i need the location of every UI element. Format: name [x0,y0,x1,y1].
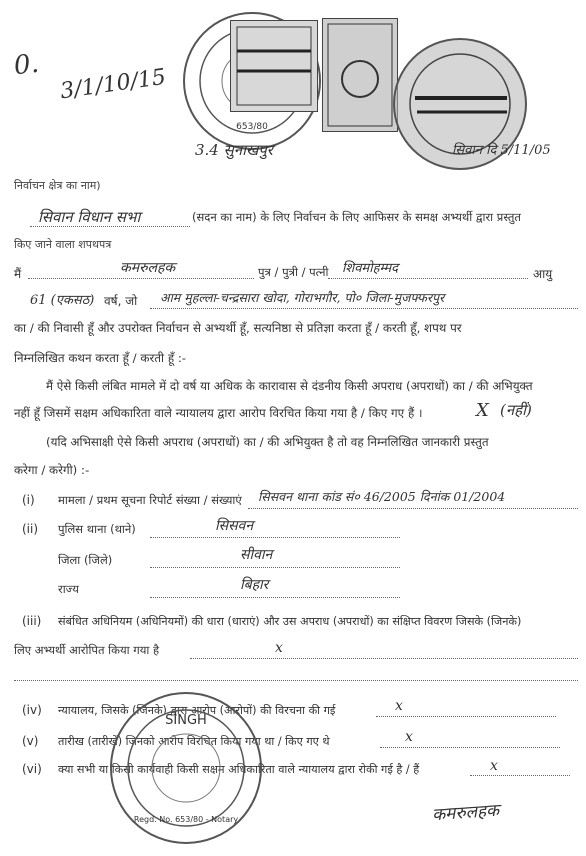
father-line [328,278,528,279]
item-v-line [380,747,560,748]
state-value: बिहार [240,577,269,593]
item-vi-label: क्या सभी या किसी कार्यवाही किसी सक्षम अधिकारिता वाले न्यायालय द्वारा रोकी गई है / हैं [58,763,420,776]
constituency-handwritten: सिवान विधान सभा [38,208,141,226]
stamp-pattern-icon [231,21,317,111]
constituency-line [30,226,190,227]
father-name: शिवमोहम्मद [342,261,399,276]
section-a-mark: X [476,400,489,421]
statement-line: निम्नलिखित कथन करता हूँ / करती हूँ :- [14,351,187,365]
serial-right-handwriting: सिवान दि 5/11/05 [452,143,551,158]
court-fee-stamp-1 [230,20,318,112]
district-label: जिला (जिले) [58,553,113,567]
years-label: वर्ष, जो [104,294,138,308]
affidavit-title: किए जाने वाला शपथपत्र [14,238,112,251]
stamp-pattern-icon [323,19,397,131]
notary-seal-reg: Regd. No. 653/80 - Notary [133,815,239,824]
court-fee-stamp-2 [322,18,398,132]
item-iii-number: (iii) [22,614,42,628]
district-line [150,567,400,568]
item-iv-value: x [395,698,403,714]
identity-prefix: मैं [14,267,22,281]
item-ii-label: पुलिस थाना (थाने) [58,522,136,536]
section-b-para1: (यदि अभिसाक्षी ऐसे किसी अपराध (अपराधों) का / की अभियुक्त है तो वह निम्नलिखित जानकारी प्रस्तुत [46,435,489,449]
item-iv-number: (iv) [22,703,42,717]
item-vi-value: x [490,758,498,774]
section-a-para1: मैं ऐसे किसी लंबित मामले में दो वर्ष या अधिक के कारावास से दंडनीय किसी अपराध (अपराधों) का / की अभियुक्त [46,379,533,393]
item-v-label: तारीख (तारीखें) जिनको आरोप विरचित किया गया था / किए गए थे [58,735,330,748]
item-ii-value: सिसवन [215,518,254,534]
section-a-mark-note: (नहीं) [500,401,532,419]
item-iii-line-2 [14,680,578,681]
address-line [150,308,578,309]
section-a-para2: नहीं हूँ जिसमें सक्षम अधिकारिता वाले न्यायालय द्वारा आरोप विरचित किया गया है / किए गए हैं । [14,406,423,420]
notary-seal-name: SINGH [165,713,207,728]
affidavit-purpose-text: (सदन का नाम) के लिए निर्वाचन के लिए आफिसर के समक्ष अभ्यर्थी द्वारा प्रस्तुत [192,210,521,224]
item-iv-line [376,716,556,717]
item-ii-number: (ii) [22,522,39,536]
residence-line: का / की निवासी हूँ और उपरोक्त निर्वाचन से अभ्यर्थी हूँ, सत्यनिष्ठा से प्रतिज्ञा करता हूँ / करती हूँ, शपथ पर [14,321,462,335]
age-value: 61 (एकसठ) [30,293,95,308]
item-i-value: सिसवन थाना कांड सं० 46/2005 दिनांक 01/2004 [258,489,506,504]
relation-label: पुत्र / पुत्री / पत्नी [258,265,329,279]
svg-text:653/80: 653/80 [236,122,268,132]
item-iii-label-1: संबंधित अधिनियम (अधिनियमों) की धारा (धाराएं) और उस अपराध (अपराधों) का संक्षिप्त विवरण जिसके (जिनके) [58,615,522,628]
name-line [28,278,254,279]
notary-seal-bottom [110,692,262,844]
date-handwriting: 3/1/10/15 [58,64,168,105]
state-label: राज्य [58,582,79,596]
item-vi-line [470,775,570,776]
item-iii-value: x [275,640,283,656]
serial-handwriting: 3.4 सुनाखपुर [195,141,273,159]
age-label: आयु [533,267,553,281]
item-vi-number: (vi) [22,762,42,776]
item-i-label: मामला / प्रथम सूचना रिपोर्ट संख्या / संख्याएं [58,493,242,507]
deponent-name: कमरुलहक [120,260,176,276]
corner-handwriting: 0. [12,48,41,82]
address-handwritten: आम मुहल्ला-चन्द्रसारा खोदा, गोराभगौर, पो० जिला-मुजफ्फरपुर [160,290,445,305]
item-iii-line [190,658,578,659]
notary-seal-icon [112,694,260,842]
constituency-label: निर्वाचन क्षेत्र का नाम) [14,179,101,192]
district-value: सीवान [240,547,273,563]
item-ii-line [150,537,400,538]
deponent-signature: कमरुलहक [431,800,500,826]
item-i-number: (i) [22,493,35,507]
item-v-number: (v) [22,734,39,748]
item-iii-label-2: लिए अभ्यर्थी आरोपित किया गया है [14,643,160,657]
item-i-line [248,508,578,509]
item-iv-label: न्यायालय, जिसके (जिनके) द्वारा आरोप (आरोपों) की विरचना की गई [58,704,336,717]
item-v-value: x [405,729,413,745]
section-b-para2: करेगा / करेगी) :- [14,463,90,477]
state-line [150,597,400,598]
